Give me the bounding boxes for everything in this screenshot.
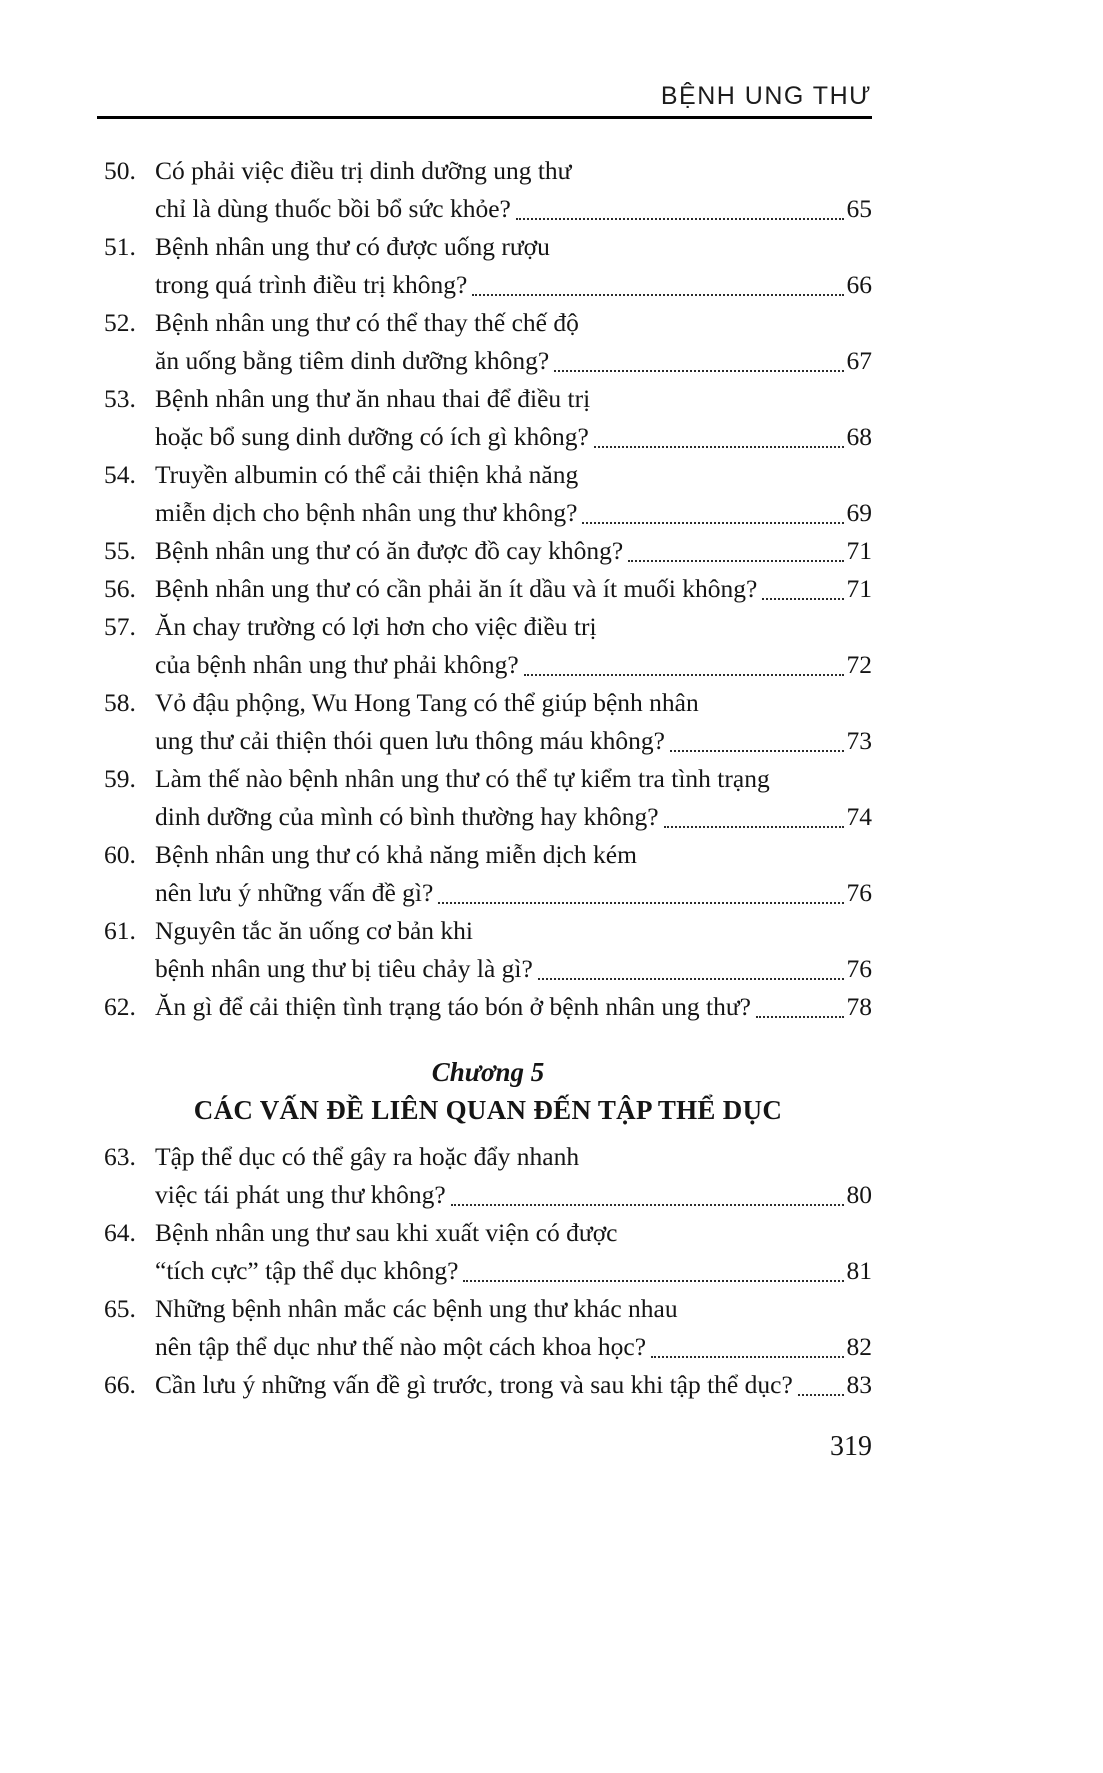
toc-line-text: Vỏ đậu phộng, Wu Hong Tang có thể giúp bệnh nhân — [155, 688, 699, 717]
dot-leader — [538, 978, 844, 980]
toc-entry-body — [155, 456, 872, 532]
toc-entry-number: 55. — [104, 536, 136, 565]
toc-line — [155, 950, 872, 988]
toc-entry-number: 61. — [104, 916, 136, 945]
toc-line — [155, 646, 872, 684]
toc-entry-body — [155, 760, 872, 836]
toc-entry-number: 66. — [104, 1370, 136, 1399]
toc-entry-body — [155, 304, 872, 380]
toc-entry-body — [155, 1290, 872, 1366]
toc-entry-body — [155, 228, 872, 304]
toc-entry-number: 57. — [104, 612, 136, 641]
toc-entry-body — [155, 684, 872, 760]
dot-leader — [594, 446, 844, 448]
toc-line-text: Những bệnh nhân mắc các bệnh ung thư khác nhau — [155, 1294, 678, 1323]
toc-line — [155, 304, 872, 342]
toc-page-number: 66 — [846, 270, 872, 299]
toc-entry — [104, 1214, 872, 1290]
toc-line-text: Nguyên tắc ăn uống cơ bản khi — [155, 916, 473, 945]
dot-leader — [651, 1356, 843, 1358]
toc-page-number: 76 — [846, 878, 872, 907]
toc-entry-number: 62. — [104, 992, 136, 1021]
toc-line — [155, 684, 872, 722]
toc-page-number: 72 — [846, 650, 872, 679]
chapter-label: Chương 5 — [431, 1057, 545, 1087]
toc-line — [155, 836, 872, 874]
toc-page-number: 69 — [846, 498, 872, 527]
toc-page-number: 82 — [846, 1332, 872, 1361]
toc-line — [155, 152, 872, 190]
toc-page-number: 71 — [846, 536, 872, 565]
toc-entry-number: 50. — [104, 156, 136, 185]
toc-line-text: ung thư cải thiện thói quen lưu thông máu không? — [155, 726, 665, 755]
toc-page-number: 68 — [846, 422, 872, 451]
toc-line-text: Có phải việc điều trị dinh dưỡng ung thư — [155, 156, 572, 185]
toc-line — [155, 1214, 872, 1252]
toc-page-number: 73 — [846, 726, 872, 755]
toc-line — [155, 1290, 872, 1328]
toc-line-text: bệnh nhân ung thư bị tiêu chảy là gì? — [155, 954, 533, 983]
toc-line-text: nên tập thể dục như thế nào một cách khoa học? — [155, 1332, 647, 1361]
toc-page-number: 81 — [846, 1256, 872, 1285]
toc-entry-number: 51. — [104, 232, 136, 261]
dot-leader — [664, 826, 844, 828]
toc-line-text: nên lưu ý những vấn đề gì? — [155, 878, 434, 907]
toc-entry-body — [155, 570, 872, 608]
toc-line — [155, 798, 872, 836]
toc-line-text: Bệnh nhân ung thư sau khi xuất viện có được — [155, 1218, 618, 1247]
toc-line — [155, 608, 872, 646]
toc-entry-body — [155, 608, 872, 684]
toc-entry — [104, 684, 872, 760]
toc-entry-number: 64. — [104, 1218, 136, 1247]
toc-line-text: dinh dưỡng của mình có bình thường hay không? — [155, 802, 659, 831]
toc-line — [155, 1366, 872, 1404]
toc-entry-number: 63. — [104, 1142, 136, 1171]
dot-leader — [582, 522, 843, 524]
toc-entry-number: 53. — [104, 384, 136, 413]
toc-entry-body — [155, 152, 872, 228]
dot-leader — [524, 674, 844, 676]
toc-line-text: ăn uống bằng tiêm dinh dưỡng không? — [155, 346, 550, 375]
toc-line-text: miễn dịch cho bệnh nhân ung thư không? — [155, 498, 578, 527]
toc-line-text: Cần lưu ý những vấn đề gì trước, trong và sau khi tập thể dục? — [155, 1370, 793, 1399]
toc-line — [155, 1252, 872, 1290]
toc-line-text: Bệnh nhân ung thư có thể thay thế chế độ — [155, 308, 579, 337]
toc-line-text: việc tái phát ung thư không? — [155, 1180, 446, 1209]
toc-entry-body — [155, 1138, 872, 1214]
dot-leader — [756, 1016, 844, 1018]
toc-entry-body — [155, 1214, 872, 1290]
page-header — [97, 82, 872, 111]
toc-line-text: trong quá trình điều trị không? — [155, 270, 468, 299]
toc-entry — [104, 304, 872, 380]
toc-line — [155, 190, 872, 228]
toc-line-text: Bệnh nhân ung thư có được uống rượu — [155, 232, 550, 261]
toc-entry — [104, 988, 872, 1026]
toc-page-number: 65 — [846, 194, 872, 223]
toc-entry-body — [155, 532, 872, 570]
toc-page-number: 76 — [846, 954, 872, 983]
toc-entry-body — [155, 836, 872, 912]
toc-line — [155, 1328, 872, 1366]
toc-line-text: Truyền albumin có thể cải thiện khả năng — [155, 460, 579, 489]
toc-line-text: của bệnh nhân ung thư phải không? — [155, 650, 519, 679]
toc-entry-body — [155, 1366, 872, 1404]
toc-entry-number: 58. — [104, 688, 136, 717]
toc-line — [155, 494, 872, 532]
toc-line — [155, 342, 872, 380]
toc-page-number: 71 — [846, 574, 872, 603]
header-rule — [97, 116, 872, 119]
toc-line — [155, 380, 872, 418]
toc-entry-number: 56. — [104, 574, 136, 603]
toc-line-text: “tích cực” tập thể dục không? — [155, 1256, 459, 1285]
toc-page-number: 80 — [846, 1180, 872, 1209]
toc-line — [155, 760, 872, 798]
toc-line — [155, 418, 872, 456]
dot-leader — [472, 294, 843, 296]
toc-line-text: Bệnh nhân ung thư có khả năng miễn dịch kém — [155, 840, 637, 869]
toc-line — [155, 1176, 872, 1214]
toc-line-text: Ăn gì để cải thiện tình trạng táo bón ở bệnh nhân ung thư? — [155, 992, 751, 1021]
toc-entry — [104, 608, 872, 684]
toc-entry — [104, 228, 872, 304]
toc-entry-number: 59. — [104, 764, 136, 793]
toc-page-number: 67 — [846, 346, 872, 375]
toc-line — [155, 874, 872, 912]
toc-line — [155, 912, 872, 950]
dot-leader — [451, 1204, 844, 1206]
toc-line-text: Bệnh nhân ung thư ăn nhau thai để điều trị — [155, 384, 591, 413]
toc-page-number: 83 — [846, 1370, 872, 1399]
toc-line-text: hoặc bổ sung dinh dưỡng có ích gì không? — [155, 422, 589, 451]
toc-line — [155, 570, 872, 608]
toc-entry — [104, 1366, 872, 1404]
toc-line — [155, 722, 872, 760]
dot-leader — [463, 1280, 843, 1282]
toc-entry-number: 54. — [104, 460, 136, 489]
dot-leader — [762, 598, 843, 600]
toc-line — [155, 1138, 872, 1176]
dot-leader — [798, 1394, 844, 1396]
toc-entry — [104, 532, 872, 570]
toc-entry — [104, 760, 872, 836]
toc-entry-number: 52. — [104, 308, 136, 337]
toc-entry — [104, 1138, 872, 1214]
toc-content — [104, 152, 872, 1404]
toc-entry-number: 65. — [104, 1294, 136, 1323]
toc-line-text: Ăn chay trường có lợi hơn cho việc điều trị — [155, 612, 597, 641]
toc-entry — [104, 1290, 872, 1366]
toc-line-text: Bệnh nhân ung thư có cần phải ăn ít dầu và ít muối không? — [155, 574, 758, 603]
toc-line — [155, 266, 872, 304]
dot-leader — [438, 902, 843, 904]
toc-entry — [104, 570, 872, 608]
toc-page-number: 78 — [846, 992, 872, 1021]
toc-line-text: chỉ là dùng thuốc bồi bổ sức khỏe? — [155, 194, 511, 223]
toc-entry — [104, 836, 872, 912]
toc-page-number: 74 — [846, 802, 872, 831]
dot-leader — [516, 218, 844, 220]
toc-entry-body — [155, 988, 872, 1026]
toc-line-text: Bệnh nhân ung thư có ăn được đồ cay không? — [155, 536, 624, 565]
toc-line — [155, 228, 872, 266]
dot-leader — [628, 560, 843, 562]
dot-leader — [554, 370, 843, 372]
toc-line — [155, 532, 872, 570]
toc-line-text: Tập thể dục có thể gây ra hoặc đẩy nhanh — [155, 1142, 580, 1171]
toc-line — [155, 988, 872, 1026]
toc-entry-body — [155, 912, 872, 988]
toc-entry — [104, 380, 872, 456]
running-head: BỆNH UNG THƯ — [660, 82, 872, 110]
toc-entry — [104, 456, 872, 532]
toc-line-text: Làm thế nào bệnh nhân ung thư có thể tự kiểm tra tình trạng — [155, 764, 770, 793]
chapter-heading — [104, 1053, 872, 1129]
toc-line — [155, 456, 872, 494]
toc-entry-body — [155, 380, 872, 456]
chapter-title: CÁC VẤN ĐỀ LIÊN QUAN ĐẾN TẬP THỂ DỤC — [193, 1095, 783, 1125]
toc-entry — [104, 912, 872, 988]
page-number: 319 — [830, 1431, 872, 1462]
toc-entry-number: 60. — [104, 840, 136, 869]
toc-entry — [104, 152, 872, 228]
dot-leader — [670, 750, 844, 752]
